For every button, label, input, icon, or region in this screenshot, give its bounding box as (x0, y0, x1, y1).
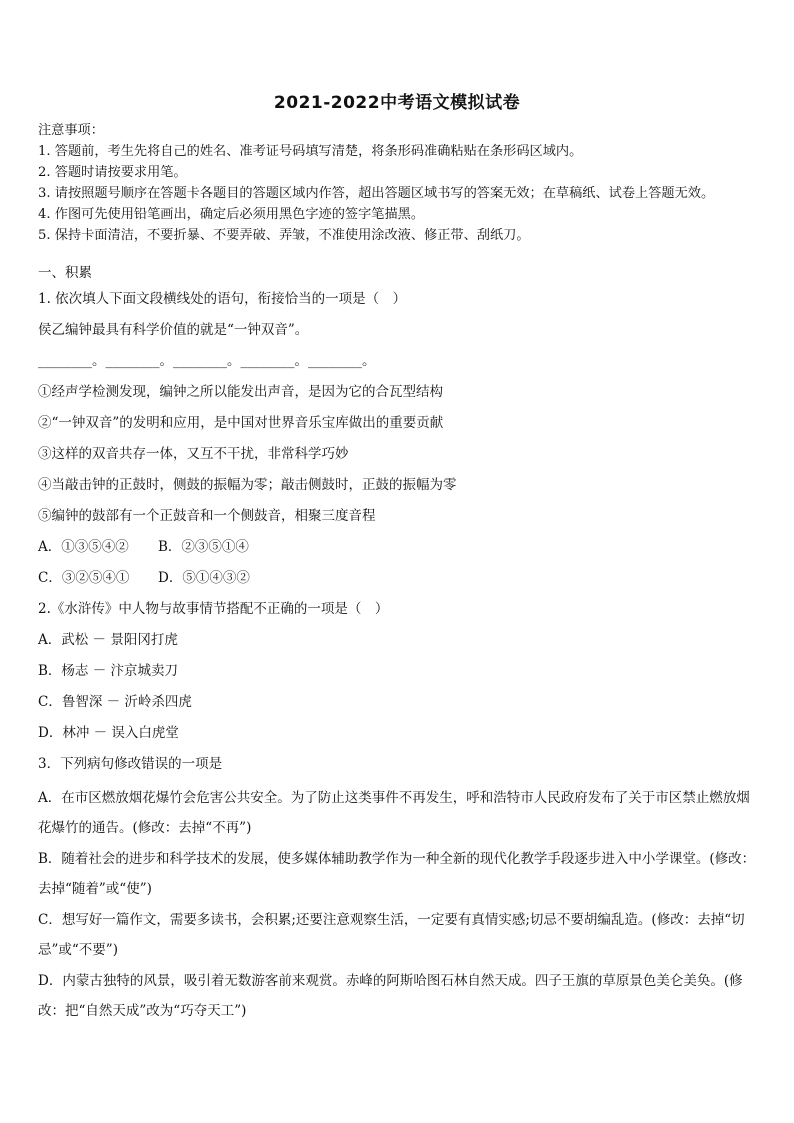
note-item: 2. 答题时请按要求用笔。 (38, 165, 187, 180)
section-heading: 一、积累 (38, 265, 92, 281)
note-item: 5. 保持卡面清洁，不要折暴、不要弄破、弄皱，不准使用涂改液、修正带、刮纸刀。 (38, 228, 530, 243)
q1-option-d[interactable]: D．⑤①④③② (158, 570, 250, 586)
q3-option-b[interactable]: B．随着社会的进步和科学技术的发展，使多媒体辅助教学作为一种全新的现代化教学手段逐步进入中小学课堂。(修改：去掉“随着”或“使”) (38, 851, 756, 897)
note-item: 1. 答题前，考生先将自己的姓名、准考证号码填写清楚，将条形码准确粘贴在条形码区域内。 (38, 144, 583, 159)
q1-options-row-2 (38, 566, 760, 597)
q3-option-c[interactable]: C．想写好一篇作文，需要多读书，会积累;还要注意观察生活，一定要有真情实感;切忌不要胡编乱造。(修改：去掉“切忌”或“不要”) (38, 912, 745, 958)
q1-stem: 1. 依次填人下面文段横线处的语句，衔接恰当的一项是（ ） (38, 291, 407, 307)
q2-option-a[interactable]: A．武松 － 景阳冈打虎 (38, 632, 178, 648)
q1-sentence: ③这样的双音共存一体，又互不干扰，非常科学巧妙 (38, 446, 349, 462)
note-item: 4. 作图可先使用铅笔画出，确定后必须用黑色字迹的签字笔描黑。 (38, 207, 425, 222)
notes-block (38, 120, 768, 246)
page-title: 2021-2022中考语文模拟试卷 (273, 93, 521, 113)
q3-option-a[interactable]: A．在市区燃放烟花爆竹会危害公共安全。为了防止这类事件不再发生，呼和浩特市人民政府发布了关于市区禁止燃放烟花爆竹的通告。(修改：去掉“不再”) (38, 790, 750, 836)
q1-sentence: ⑤编钟的鼓部有一个正鼓音和一个侧鼓音，相聚三度音程 (38, 508, 376, 524)
q1-option-b[interactable]: B．②③⑤①④ (158, 539, 249, 555)
q2-option-c[interactable]: C．鲁智深 － 沂岭杀四虎 (38, 694, 192, 710)
notes-heading: 注意事项： (38, 123, 104, 138)
q1-sentence: ④当敲击钟的正鼓时，侧鼓的振幅为零；敲击侧鼓时，正鼓的振幅为零 (38, 477, 457, 493)
note-item: 3. 请按照题号顺序在答题卡各题目的答题区域内作答，超出答题区域书写的答案无效；在草稿纸、试卷上答题无效。 (38, 186, 715, 201)
q2-option-d[interactable]: D．林冲 － 误入白虎堂 (38, 725, 179, 741)
q1-sentence: ①经声学检测发现，编钟之所以能发出声音，是因为它的合瓦型结构 (38, 384, 443, 400)
q1-blanks: ________。________。________。________。________。 (38, 353, 376, 369)
q1-intro: 侯乙编钟最具有科学价值的就是“一钟双音”。 (38, 322, 309, 338)
q3-option-d[interactable]: D．内蒙古独特的风景，吸引着无数游客前来观赏。赤峰的阿斯哈图石林自然天成。四子王旗的草原景色美仑美奂。(修改：把“自然天成”改为“巧夺天工”) (38, 973, 743, 1019)
q1-option-a[interactable]: A．①③⑤④② (38, 539, 129, 555)
q1-options-row-1 (38, 535, 760, 566)
q3-stem: 3．下列病句修改错误的一项是 (38, 756, 223, 772)
q2-stem: 2.《水浒传》中人物与故事情节搭配不正确的一项是（ ） (38, 601, 389, 617)
questions-body (38, 262, 760, 1027)
q1-option-c[interactable]: C．③②⑤④① (38, 570, 130, 586)
q2-option-b[interactable]: B．杨志 － 汴京城卖刀 (38, 663, 179, 679)
q1-sentence: ②“一钟双音”的发明和应用，是中国对世界音乐宝库做出的重要贡献 (38, 415, 444, 431)
